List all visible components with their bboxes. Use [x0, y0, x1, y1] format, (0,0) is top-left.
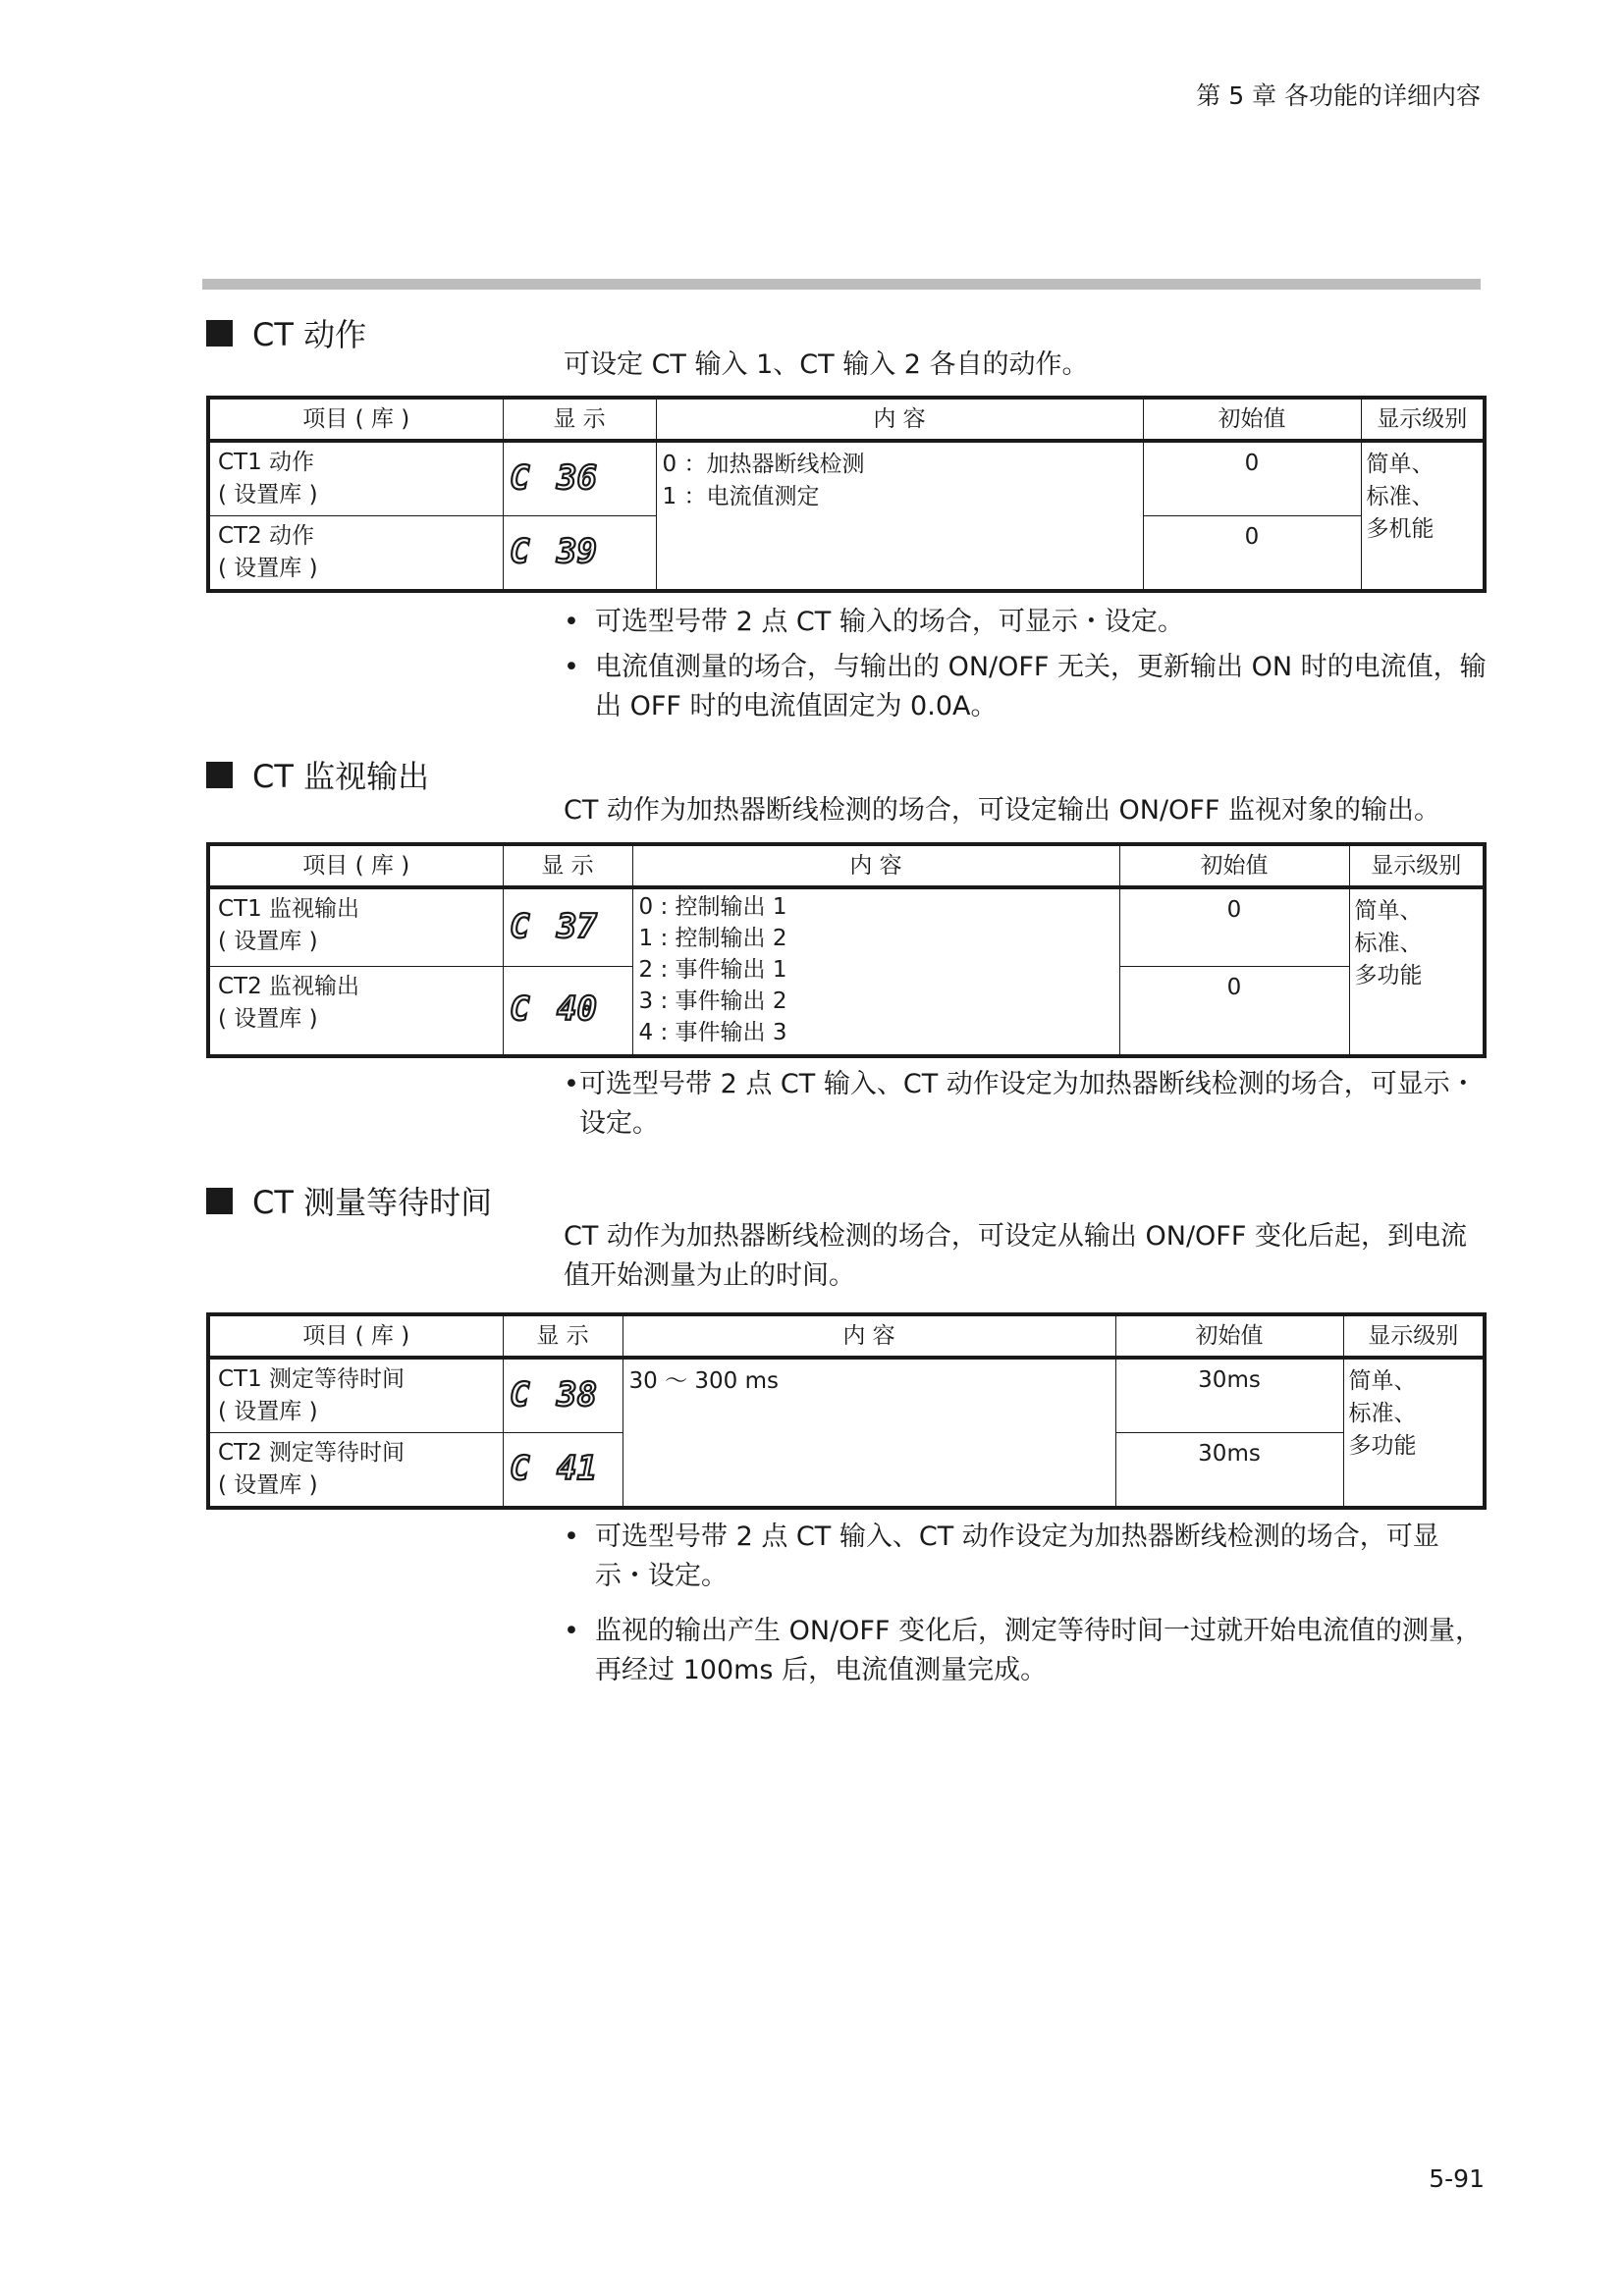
note-item	[564, 603, 1487, 642]
col-header-content: 内 容	[623, 1314, 1115, 1358]
initial-value-cell: 0	[1119, 887, 1349, 967]
item-cell	[208, 516, 503, 592]
item-cell	[208, 1433, 503, 1509]
display-level-cell	[1349, 887, 1485, 1056]
notes-list	[564, 1065, 1487, 1149]
note-text: 可选型号带 2 点 CT 输入、CT 动作设定为加热器断线检测的场合，可显示・设定。	[579, 1069, 1477, 1139]
initial-value-cell: 0	[1119, 967, 1349, 1056]
square-bullet-icon	[206, 320, 233, 347]
item-bank: ( 设置库 )	[218, 929, 318, 954]
chapter-header: 第 5 章 各功能的详细内容	[1196, 81, 1481, 110]
bullet-dot-icon: •	[564, 1616, 579, 1646]
segment-letter: C	[509, 1374, 529, 1414]
seven-segment-display	[508, 1370, 616, 1414]
segment-letter: C	[509, 1448, 529, 1487]
table-row	[208, 441, 1485, 516]
content-option: 2 : 事件输出 1	[638, 957, 787, 983]
notes-list	[564, 603, 1487, 732]
level-line: 多功能	[1348, 1433, 1417, 1459]
col-header-initial: 初始值	[1119, 844, 1349, 887]
level-line: 标准、	[1348, 1401, 1417, 1426]
col-header-initial: 初始值	[1115, 1314, 1343, 1358]
section-title-ct-action	[206, 310, 366, 355]
segment-letter: C	[509, 531, 529, 570]
level-line: 简单、	[1348, 1368, 1417, 1394]
item-bank: ( 设置库 )	[218, 1399, 318, 1424]
content-option: 0 : 控制输出 1	[638, 894, 787, 920]
section-description: 可设定 CT 输入 1、CT 输入 2 各自的动作。	[564, 349, 1089, 380]
display-cell	[503, 516, 656, 592]
level-line: 标准、	[1366, 484, 1435, 509]
section-description: CT 动作为加热器断线检测的场合，可设定从输出 ON/OFF 变化后起，到电流值开始测量为止的时间。	[564, 1221, 1467, 1291]
item-name: CT2 测定等待时间	[218, 1440, 406, 1466]
item-bank: ( 设置库 )	[218, 1006, 318, 1033]
col-header-content: 内 容	[632, 844, 1119, 887]
seven-segment-display	[508, 985, 616, 1028]
initial-value-cell: 0	[1143, 516, 1361, 592]
seven-segment-display	[508, 1444, 616, 1487]
item-cell	[208, 967, 503, 1056]
col-header-display: 显 示	[503, 844, 632, 887]
note-item	[564, 648, 1487, 726]
item-cell	[208, 1358, 503, 1433]
level-line: 多功能	[1354, 963, 1423, 988]
display-level-cell	[1343, 1358, 1485, 1508]
note-item	[564, 1065, 1487, 1144]
content-cell	[632, 887, 1119, 1056]
note-item	[564, 1518, 1487, 1596]
col-header-display: 显 示	[503, 1314, 623, 1358]
item-bank: ( 设置库 )	[218, 556, 318, 581]
content-option: 3 : 事件输出 2	[638, 988, 787, 1014]
content-option: 1 ：电流值测定	[662, 484, 820, 509]
segment-letter: C	[509, 989, 529, 1029]
bullet-dot-icon: •	[564, 1069, 579, 1099]
initial-value-cell: 30ms	[1115, 1358, 1343, 1433]
item-name: CT2 监视输出	[218, 974, 360, 1000]
item-bank: ( 设置库 )	[218, 1472, 318, 1498]
table-row	[208, 887, 1485, 967]
col-header-item: 项目 ( 库 )	[208, 844, 503, 887]
content-cell	[623, 1358, 1115, 1508]
segment-letter: C	[509, 906, 529, 945]
content-option: 1 : 控制输出 2	[638, 926, 787, 951]
header-rule	[202, 279, 1481, 290]
table-row	[208, 1358, 1485, 1433]
segment-letter: C	[509, 457, 529, 497]
note-text: 可选型号带 2 点 CT 输入、CT 动作设定为加热器断线检测的场合，可显示・设定。	[595, 1522, 1439, 1591]
note-text: 电流值测量的场合，与输出的 ON/OFF 无关，更新输出 ON 时的电流值，输出 OFF 时的电流值固定为 0.0A。	[595, 652, 1487, 721]
display-cell	[503, 967, 632, 1056]
col-header-display: 显 示	[503, 398, 656, 441]
col-header-item: 项目 ( 库 )	[208, 1314, 503, 1358]
col-header-level: 显示级别	[1343, 1314, 1485, 1358]
note-text: 可选型号带 2 点 CT 输入的场合，可显示・设定。	[595, 607, 1184, 637]
note-item	[564, 1612, 1487, 1690]
display-cell	[503, 1358, 623, 1433]
level-line: 简单、	[1354, 898, 1423, 924]
ct-measure-wait-table	[206, 1312, 1487, 1510]
initial-value-cell: 0	[1143, 441, 1361, 516]
segment-digits: 38	[556, 1374, 597, 1414]
content-range: 30 ～ 300 ms	[628, 1368, 779, 1394]
level-line: 多机能	[1366, 516, 1435, 542]
initial-value-cell: 30ms	[1115, 1433, 1343, 1509]
col-header-item: 项目 ( 库 )	[208, 398, 503, 441]
segment-digits: 41	[556, 1448, 597, 1487]
display-cell	[503, 887, 632, 967]
notes-list	[564, 1518, 1487, 1696]
section-title-text: CT 测量等待时间	[252, 1184, 493, 1221]
item-name: CT2 动作	[218, 523, 315, 549]
item-name: CT1 测定等待时间	[218, 1366, 406, 1392]
content-option: 4 : 事件输出 3	[638, 1020, 787, 1045]
col-header-content: 内 容	[656, 398, 1143, 441]
section-title-text: CT 监视输出	[252, 758, 430, 795]
item-name: CT1 动作	[218, 450, 315, 475]
section-title-text: CT 动作	[252, 316, 367, 353]
display-level-cell	[1361, 441, 1485, 591]
square-bullet-icon	[206, 762, 233, 788]
item-name: CT1 监视输出	[218, 896, 360, 922]
section-description: CT 动作为加热器断线检测的场合，可设定输出 ON/OFF 监视对象的输出。	[564, 795, 1440, 826]
page-number: 5-91	[1429, 2164, 1485, 2193]
segment-digits: 37	[556, 906, 597, 945]
bullet-dot-icon: •	[564, 607, 579, 637]
content-option: 0 ：加热器断线检测	[662, 452, 865, 477]
seven-segment-display	[508, 454, 616, 497]
square-bullet-icon	[206, 1188, 233, 1214]
seven-segment-display	[508, 902, 616, 945]
section-title-ct-monitor-output	[206, 752, 429, 797]
section-title-ct-measure-wait	[206, 1178, 492, 1223]
col-header-level: 显示级别	[1361, 398, 1485, 441]
seven-segment-display	[508, 527, 616, 570]
ct-action-table	[206, 396, 1487, 593]
level-line: 简单、	[1366, 452, 1435, 477]
content-cell	[656, 441, 1143, 591]
col-header-level: 显示级别	[1349, 844, 1485, 887]
segment-digits: 39	[556, 531, 597, 570]
item-cell	[208, 887, 503, 967]
display-cell	[503, 1433, 623, 1509]
item-bank: ( 设置库 )	[218, 482, 318, 507]
bullet-dot-icon: •	[564, 652, 579, 682]
display-cell	[503, 441, 656, 516]
col-header-initial: 初始值	[1143, 398, 1361, 441]
level-line: 标准、	[1354, 931, 1423, 956]
note-text: 监视的输出产生 ON/OFF 变化后，测定等待时间一过就开始电流值的测量，再经过 100ms 后，电流值测量完成。	[595, 1616, 1483, 1685]
ct-monitor-output-table	[206, 842, 1487, 1058]
segment-digits: 36	[556, 457, 597, 497]
bullet-dot-icon: •	[564, 1522, 579, 1552]
segment-digits: 40	[556, 989, 597, 1029]
item-cell	[208, 441, 503, 516]
